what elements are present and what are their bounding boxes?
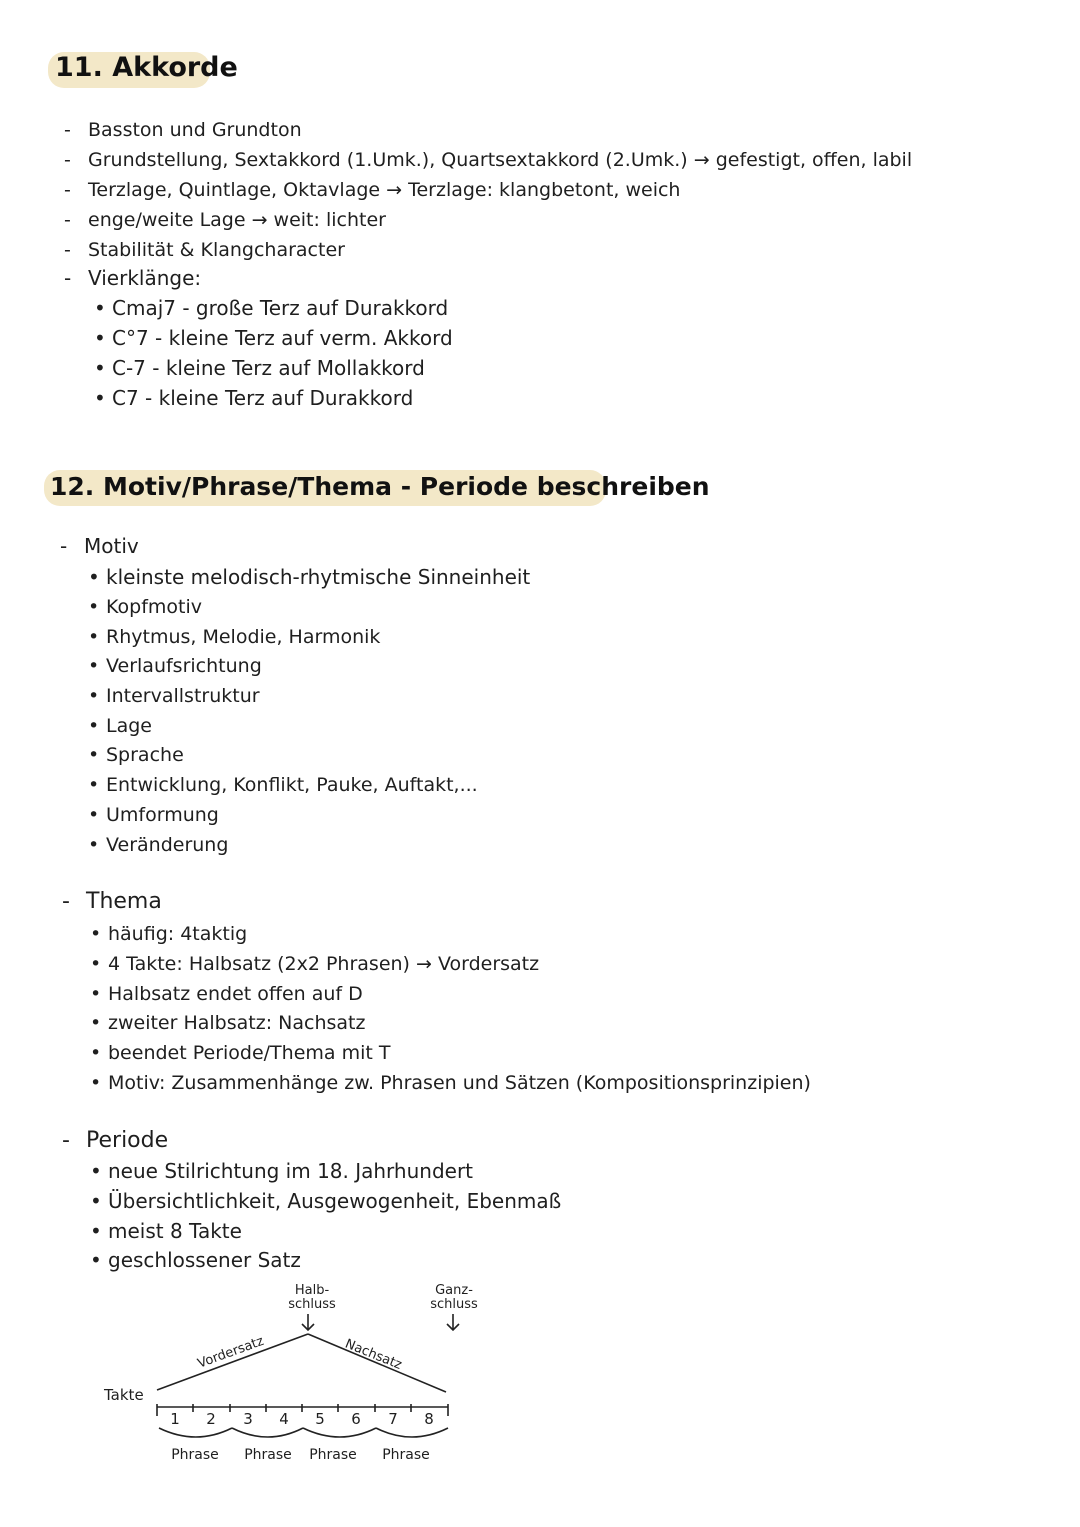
list-item: • häufig: 4taktig [108, 923, 247, 945]
list-item: • geschlossener Satz [108, 1248, 301, 1272]
list-item: • Veränderung [106, 834, 228, 856]
list-item: • meist 8 Takte [108, 1219, 242, 1243]
vordersatz-line [157, 1334, 308, 1390]
list-item: • C°7 - kleine Terz auf verm. Akkord [112, 326, 453, 350]
section-12-title: 12. Motiv/Phrase/Thema - Periode beschreiben [50, 472, 710, 501]
list-item: - enge/weite Lage → weit: lichter [88, 209, 386, 231]
list-item: • 4 Takte: Halbsatz (2x2 Phrasen) → Vordersatz [108, 953, 539, 975]
phrase-label: Phrase [309, 1447, 357, 1463]
ganzschluss-label: Ganz- [435, 1283, 473, 1298]
list-item: • Rhytmus, Melodie, Harmonik [106, 626, 380, 648]
list-item: • Lage [106, 715, 152, 737]
list-item: - Stabilität & Klangcharacter [88, 239, 345, 261]
takt-number: 5 [315, 1410, 325, 1428]
takt-number: 3 [243, 1410, 253, 1428]
takt-number: 4 [279, 1410, 289, 1428]
list-item: • Motiv: Zusammenhänge zw. Phrasen und Sätzen (Kompositionsprinzipien) [108, 1072, 811, 1094]
takt-number: 8 [424, 1410, 434, 1428]
list-item: • Sprache [106, 744, 184, 766]
takte-label: Takte [104, 1386, 144, 1404]
list-item: • neue Stilrichtung im 18. Jahrhundert [108, 1159, 473, 1183]
list-item: • Entwicklung, Konflikt, Pauke, Auftakt,... [106, 774, 478, 796]
list-item: - Vierklänge: [88, 266, 201, 290]
halbschluss-label: Halb- [294, 1283, 330, 1298]
takt-number: 7 [388, 1410, 398, 1428]
list-item: • Cmaj7 - große Terz auf Durakkord [112, 296, 448, 320]
list-item: • Halbsatz endet offen auf D [108, 983, 363, 1005]
phrase-label: Phrase [244, 1447, 292, 1463]
takt-number: 6 [351, 1410, 361, 1428]
list-item: - Basston und Grundton [88, 119, 302, 141]
list-item: • kleinste melodisch-rhytmische Sinneinheit [106, 565, 530, 589]
takt-number: 1 [170, 1410, 180, 1428]
list-item: • C7 - kleine Terz auf Durakkord [112, 386, 413, 410]
phrase-arcs [159, 1428, 448, 1437]
list-item: • zweiter Halbsatz: Nachsatz [108, 1012, 365, 1034]
down-arrow-icon [447, 1314, 459, 1330]
phrase-label: Phrase [171, 1447, 219, 1463]
nachsatz-label: Nachsatz [342, 1336, 404, 1373]
takt-number: 2 [206, 1410, 216, 1428]
down-arrow-icon [302, 1314, 314, 1330]
phrase-label: Phrase [382, 1447, 430, 1463]
list-item: • Übersichtlichkeit, Ausgewogenheit, Ebenmaß [108, 1189, 561, 1213]
measure-bar [157, 1404, 448, 1416]
thema-label: - Thema [86, 889, 162, 914]
list-item: • Umformung [106, 804, 219, 826]
list-item: • Intervallstruktur [106, 685, 260, 707]
vordersatz-label: Vordersatz [195, 1333, 266, 1372]
list-item: • beendet Periode/Thema mit T [108, 1042, 390, 1064]
list-item: - Grundstellung, Sextakkord (1.Umk.), Quartsextakkord (2.Umk.) → gefestigt, offen, labil [88, 149, 912, 171]
ganzschluss-label: schluss [430, 1297, 478, 1312]
halbschluss-label: schluss [288, 1297, 336, 1312]
list-item: - Terzlage, Quintlage, Oktavlage → Terzlage: klangbetont, weich [88, 179, 680, 201]
section-11-title: 11. Akkorde [55, 52, 238, 83]
list-item: • C-7 - kleine Terz auf Mollakkord [112, 356, 425, 380]
list-item: • Kopfmotiv [106, 596, 202, 618]
list-item: • Verlaufsrichtung [106, 655, 262, 677]
motiv-label: - Motiv [84, 534, 139, 558]
periode-label: - Periode [86, 1128, 168, 1153]
